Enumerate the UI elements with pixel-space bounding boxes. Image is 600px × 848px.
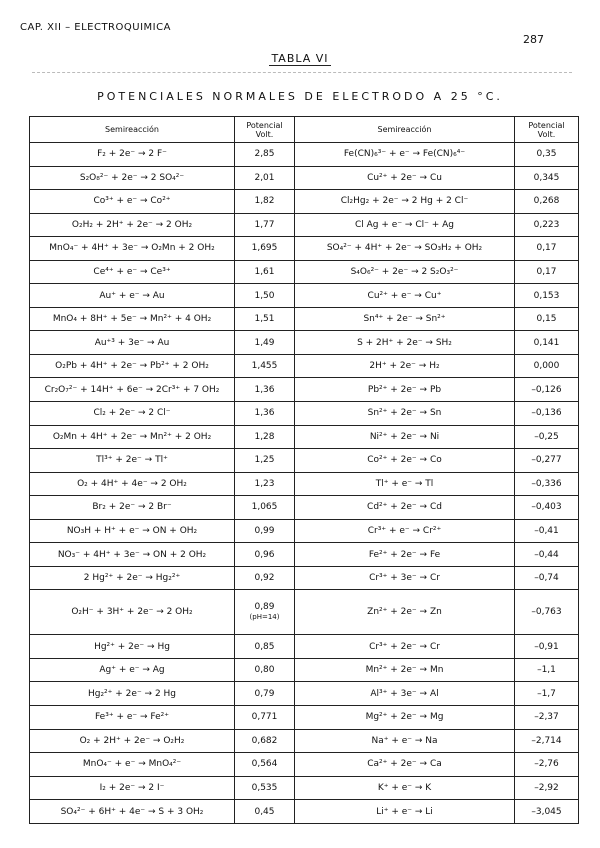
left-potential-cell: 1,36 — [235, 378, 295, 402]
right-potential-cell: –0,136 — [515, 402, 579, 426]
right-potential-cell: 0,223 — [515, 213, 579, 237]
right-reaction-cell: Pb²⁺ + 2e⁻ → Pb — [295, 378, 515, 402]
left-potential-cell: 1,695 — [235, 237, 295, 261]
table-row — [30, 496, 579, 520]
potential-value: 0,89 — [254, 602, 275, 613]
table-row — [30, 260, 579, 284]
left-reaction-cell: O₂H⁻ + 3H⁺ + 2e⁻ → 2 OH₂ — [30, 590, 235, 635]
table-row — [30, 402, 579, 426]
table-row — [30, 354, 579, 378]
left-reaction-cell: Hg₂²⁺ + 2e⁻ → 2 Hg — [30, 682, 235, 706]
page-number: 287 — [523, 33, 544, 46]
left-potential-cell: 1,49 — [235, 331, 295, 355]
right-potential-cell: 0,141 — [515, 331, 579, 355]
table-row — [30, 658, 579, 682]
left-reaction-cell: O₂ + 4H⁺ + 4e⁻ → 2 OH₂ — [30, 472, 235, 496]
right-potential-cell: –2,92 — [515, 776, 579, 800]
right-potential-cell: 0,15 — [515, 307, 579, 331]
left-potential-cell: 0,682 — [235, 729, 295, 753]
right-reaction-cell: Cr³⁺ + 3e⁻ → Cr — [295, 566, 515, 590]
right-reaction-cell: Mn²⁺ + 2e⁻ → Mn — [295, 658, 515, 682]
left-potential-cell: 1,455 — [235, 354, 295, 378]
right-potential-cell: –0,44 — [515, 543, 579, 567]
left-reaction-cell: Au⁺³ + 3e⁻ → Au — [30, 331, 235, 355]
right-reaction-cell: Cr³⁺ + e⁻ → Cr²⁺ — [295, 519, 515, 543]
table-row — [30, 143, 579, 167]
left-potential-cell: 0,771 — [235, 706, 295, 730]
header-row — [30, 117, 579, 143]
table-row — [30, 472, 579, 496]
left-reaction-cell: Ag⁺ + e⁻ → Ag — [30, 658, 235, 682]
left-reaction-cell: Au⁺ + e⁻ → Au — [30, 284, 235, 308]
right-potential-cell: 0,35 — [515, 143, 579, 167]
table-row — [30, 166, 579, 190]
left-reaction-cell: Hg²⁺ + 2e⁻ → Hg — [30, 635, 235, 659]
right-reaction-cell: K⁺ + e⁻ → K — [295, 776, 515, 800]
right-potential-cell: –0,25 — [515, 425, 579, 449]
right-reaction-cell: Na⁺ + e⁻ → Na — [295, 729, 515, 753]
left-potential-cell: 1,36 — [235, 402, 295, 426]
left-reaction-cell: Tl³⁺ + 2e⁻ → Tl⁺ — [30, 449, 235, 473]
right-potential-cell: –0,403 — [515, 496, 579, 520]
table-row — [30, 566, 579, 590]
left-potential-cell: 0,96 — [235, 543, 295, 567]
right-potential-cell: 0,17 — [515, 260, 579, 284]
right-potential-cell: –2,714 — [515, 729, 579, 753]
right-potential-cell: –0,91 — [515, 635, 579, 659]
table-row — [30, 635, 579, 659]
right-reaction-cell: Sn⁴⁺ + 2e⁻ → Sn²⁺ — [295, 307, 515, 331]
left-potential-cell: 1,82 — [235, 190, 295, 214]
right-reaction-cell: Ca²⁺ + 2e⁻ → Ca — [295, 753, 515, 777]
table-row — [30, 590, 579, 635]
left-potential-cell: 0,45 — [235, 800, 295, 824]
left-potential-cell: 1,77 — [235, 213, 295, 237]
table-row — [30, 706, 579, 730]
right-reaction-cell: Cu²⁺ + e⁻ → Cu⁺ — [295, 284, 515, 308]
left-reaction-cell: Br₂ + 2e⁻ → 2 Br⁻ — [30, 496, 235, 520]
left-reaction-cell: Cr₂O₇²⁻ + 14H⁺ + 6e⁻ → 2Cr³⁺ + 7 OH₂ — [30, 378, 235, 402]
left-potential-cell — [235, 590, 295, 635]
left-potential-cell: 2,01 — [235, 166, 295, 190]
right-reaction-cell: Li⁺ + e⁻ → Li — [295, 800, 515, 824]
right-reaction-cell: Mg²⁺ + 2e⁻ → Mg — [295, 706, 515, 730]
left-reaction-cell: NO₃H + H⁺ + e⁻ → ON + OH₂ — [30, 519, 235, 543]
left-reaction-cell: Fe³⁺ + e⁻ → Fe²⁺ — [30, 706, 235, 730]
table-row — [30, 519, 579, 543]
table-row — [30, 776, 579, 800]
left-potential-cell: 0,79 — [235, 682, 295, 706]
right-reaction-cell: S + 2H⁺ + 2e⁻ → SH₂ — [295, 331, 515, 355]
table-row — [30, 449, 579, 473]
right-potential-cell: –3,045 — [515, 800, 579, 824]
left-reaction-cell: F₂ + 2e⁻ → 2 F⁻ — [30, 143, 235, 167]
right-reaction-cell: Fe²⁺ + 2e⁻ → Fe — [295, 543, 515, 567]
potentials-table — [29, 116, 579, 824]
left-reaction-cell: 2 Hg²⁺ + 2e⁻ → Hg₂²⁺ — [30, 566, 235, 590]
right-reaction-cell: Cd²⁺ + 2e⁻ → Cd — [295, 496, 515, 520]
table-row — [30, 543, 579, 567]
right-potential-cell: 0,17 — [515, 237, 579, 261]
right-reaction-cell: S₄O₆²⁻ + 2e⁻ → 2 S₂O₃²⁻ — [295, 260, 515, 284]
right-potential-cell: –1,1 — [515, 658, 579, 682]
chapter-header: CAP. XII – ELECTROQUIMICA — [20, 22, 171, 33]
right-potential-cell: –2,37 — [515, 706, 579, 730]
right-potential-cell: 0,000 — [515, 354, 579, 378]
col-header-reaction-right: Semireacción — [295, 117, 515, 143]
left-reaction-cell: MnO₄⁻ + 4H⁺ + 3e⁻ → O₂Mn + 2 OH₂ — [30, 237, 235, 261]
right-reaction-cell: Cl₂Hg₂ + 2e⁻ → 2 Hg + 2 Cl⁻ — [295, 190, 515, 214]
left-potential-cell: 0,535 — [235, 776, 295, 800]
table-row — [30, 284, 579, 308]
left-reaction-cell: O₂Mn + 4H⁺ + 2e⁻ → Mn²⁺ + 2 OH₂ — [30, 425, 235, 449]
left-reaction-cell: SO₄²⁻ + 6H⁺ + 4e⁻ → S + 3 OH₂ — [30, 800, 235, 824]
table-row — [30, 425, 579, 449]
left-potential-cell: 1,61 — [235, 260, 295, 284]
right-reaction-cell: Ni²⁺ + 2e⁻ → Ni — [295, 425, 515, 449]
right-reaction-cell: Cr³⁺ + 2e⁻ → Cr — [295, 635, 515, 659]
left-reaction-cell: I₂ + 2e⁻ → 2 I⁻ — [30, 776, 235, 800]
left-potential-cell: 2,85 — [235, 143, 295, 167]
left-potential-cell: 0,99 — [235, 519, 295, 543]
right-potential-cell: 0,153 — [515, 284, 579, 308]
right-reaction-cell: Al³⁺ + 3e⁻ → Al — [295, 682, 515, 706]
col-header-potential: Potencial Volt. — [235, 117, 295, 143]
right-potential-cell: –0,41 — [515, 519, 579, 543]
table-row — [30, 682, 579, 706]
right-potential-cell: –1,7 — [515, 682, 579, 706]
left-potential-cell: 1,065 — [235, 496, 295, 520]
right-potential-cell: –0,277 — [515, 449, 579, 473]
table-row — [30, 213, 579, 237]
table-row — [30, 729, 579, 753]
left-reaction-cell: NO₃⁻ + 4H⁺ + 3e⁻ → ON + 2 OH₂ — [30, 543, 235, 567]
table-title: TABLA VI — [271, 52, 329, 65]
left-reaction-cell: O₂H₂ + 2H⁺ + 2e⁻ → 2 OH₂ — [30, 213, 235, 237]
left-reaction-cell: O₂Pb + 4H⁺ + 2e⁻ → Pb²⁺ + 2 OH₂ — [30, 354, 235, 378]
table-row — [30, 331, 579, 355]
table-row — [30, 237, 579, 261]
left-reaction-cell: O₂ + 2H⁺ + 2e⁻ → O₂H₂ — [30, 729, 235, 753]
left-potential-cell: 1,28 — [235, 425, 295, 449]
left-potential-cell: 1,51 — [235, 307, 295, 331]
left-potential-cell: 1,25 — [235, 449, 295, 473]
table-row — [30, 378, 579, 402]
left-reaction-cell: MnO₄ + 8H⁺ + 5e⁻ → Mn²⁺ + 4 OH₂ — [30, 307, 235, 331]
right-reaction-cell: Zn²⁺ + 2e⁻ → Zn — [295, 590, 515, 635]
right-potential-cell: 0,345 — [515, 166, 579, 190]
left-potential-cell: 1,50 — [235, 284, 295, 308]
col-header-potential-right: Potencial Volt. — [515, 117, 579, 143]
right-potential-cell: –0,126 — [515, 378, 579, 402]
left-potential-cell: 0,92 — [235, 566, 295, 590]
left-potential-cell: 1,23 — [235, 472, 295, 496]
left-potential-cell: 0,80 — [235, 658, 295, 682]
left-reaction-cell: Co³⁺ + e⁻ → Co²⁺ — [30, 190, 235, 214]
right-potential-cell: 0,268 — [515, 190, 579, 214]
right-potential-cell: –0,74 — [515, 566, 579, 590]
right-reaction-cell: 2H⁺ + 2e⁻ → H₂ — [295, 354, 515, 378]
right-potential-cell: –0,763 — [515, 590, 579, 635]
left-reaction-cell: Ce⁴⁺ + e⁻ → Ce³⁺ — [30, 260, 235, 284]
right-reaction-cell: Co²⁺ + 2e⁻ → Co — [295, 449, 515, 473]
potential-note: (pH=14) — [249, 613, 280, 622]
table-row — [30, 800, 579, 824]
right-reaction-cell: Sn²⁺ + 2e⁻ → Sn — [295, 402, 515, 426]
right-reaction-cell: Fe(CN)₆³⁻ + e⁻ → Fe(CN)₆⁴⁻ — [295, 143, 515, 167]
left-reaction-cell: S₂O₈²⁻ + 2e⁻ → 2 SO₄²⁻ — [30, 166, 235, 190]
right-potential-cell: –0,336 — [515, 472, 579, 496]
table-subtitle: POTENCIALES NORMALES DE ELECTRODO A 25 °C. — [97, 90, 503, 103]
col-header-reaction: Semireacción — [30, 117, 235, 143]
right-reaction-cell: Tl⁺ + e⁻ → Tl — [295, 472, 515, 496]
right-reaction-cell: Cu²⁺ + 2e⁻ → Cu — [295, 166, 515, 190]
table-row — [30, 190, 579, 214]
right-reaction-cell: SO₄²⁻ + 4H⁺ + 2e⁻ → SO₃H₂ + OH₂ — [295, 237, 515, 261]
left-reaction-cell: MnO₄⁻ + e⁻ → MnO₄²⁻ — [30, 753, 235, 777]
left-reaction-cell: Cl₂ + 2e⁻ → 2 Cl⁻ — [30, 402, 235, 426]
divider — [32, 72, 572, 73]
right-potential-cell: –2,76 — [515, 753, 579, 777]
left-potential-cell: 0,85 — [235, 635, 295, 659]
left-potential-cell: 0,564 — [235, 753, 295, 777]
table-row — [30, 753, 579, 777]
right-reaction-cell: Cl Ag + e⁻ → Cl⁻ + Ag — [295, 213, 515, 237]
table-row — [30, 307, 579, 331]
